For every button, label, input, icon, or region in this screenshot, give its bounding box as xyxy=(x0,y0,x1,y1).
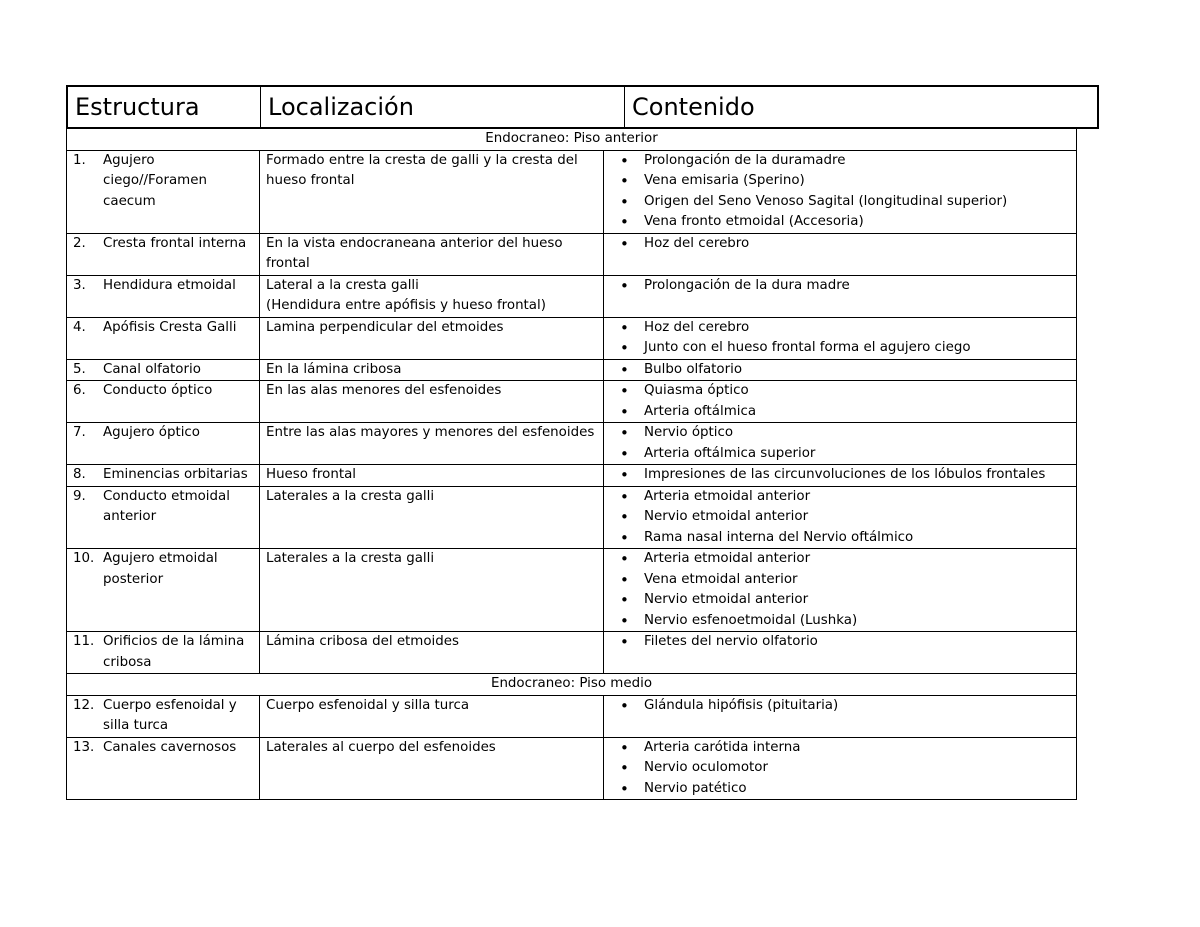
list-item: • Vena etmoidal anterior xyxy=(620,570,1072,591)
header-contenido: Contenido xyxy=(632,93,755,121)
table-row xyxy=(67,359,1077,381)
row-number: 1. xyxy=(73,152,86,168)
row-number: 7. xyxy=(73,425,86,440)
table-row xyxy=(67,423,1077,465)
contenido-cell xyxy=(604,275,1077,317)
contenido-cell xyxy=(604,423,1077,465)
contenido-list xyxy=(610,487,1072,549)
table-row xyxy=(67,632,1077,674)
list-item: • Arteria oftálmica superior xyxy=(620,444,1072,465)
list-item: • Vena fronto etmoidal (Accesoria) xyxy=(620,212,1072,233)
contenido-list xyxy=(610,465,1072,486)
contenido-cell xyxy=(604,695,1077,737)
localizacion-cell: En las alas menores del esfenoides xyxy=(260,381,604,423)
localizacion-cell: En la vista endocraneana anterior del hueso frontal xyxy=(260,233,604,275)
estructura-cell xyxy=(67,359,260,381)
estructura-text: Agujero ciego//Foramen caecum xyxy=(103,152,207,209)
contenido-cell xyxy=(604,632,1077,674)
row-number: 4. xyxy=(73,319,86,335)
estructura-text: Orificios de la lámina cribosa xyxy=(103,634,245,670)
estructura-text: Eminencias orbitarias xyxy=(103,467,248,482)
list-item: • Nervio oculomotor xyxy=(620,758,1072,779)
estructura-text: Hendidura etmoidal xyxy=(103,277,236,293)
section-title: Endocraneo: Piso anterior xyxy=(67,129,1077,151)
list-item: • Glándula hipófisis (pituitaria) xyxy=(620,696,1072,717)
table-row xyxy=(67,737,1077,800)
estructura-cell xyxy=(67,695,260,737)
section-title: Endocraneo: Piso medio xyxy=(67,674,1077,696)
estructura-text: Agujero etmoidal posterior xyxy=(103,551,218,587)
localizacion-cell: Lamina perpendicular del etmoides xyxy=(260,317,604,359)
row-number: 11. xyxy=(73,634,95,649)
localizacion-cell: Hueso frontal xyxy=(260,465,604,487)
list-item: • Nervio esfenoetmoidal (Lushka) xyxy=(620,611,1072,632)
table-row xyxy=(67,381,1077,423)
table-row xyxy=(67,695,1077,737)
row-number: 2. xyxy=(73,235,86,251)
table-header xyxy=(66,85,1099,129)
contenido-list xyxy=(610,318,1072,359)
localizacion-cell: Laterales a la cresta galli xyxy=(260,549,604,632)
table-row xyxy=(67,486,1077,549)
table-body xyxy=(67,129,1077,800)
section-header-row xyxy=(67,129,1077,151)
localizacion-cell: Lateral a la cresta galli (Hendidura entre apófisis y hueso frontal) xyxy=(260,275,604,317)
table-row xyxy=(67,465,1077,487)
contenido-cell xyxy=(604,737,1077,800)
estructura-cell xyxy=(67,632,260,674)
estructura-text: Canales cavernosos xyxy=(103,739,237,755)
list-item: • Arteria carótida interna xyxy=(620,738,1072,759)
list-item: • Arteria etmoidal anterior xyxy=(620,487,1072,508)
contenido-list xyxy=(610,360,1072,381)
section-header-row xyxy=(67,674,1077,696)
list-item: • Filetes del nervio olfatorio xyxy=(620,632,1072,653)
estructura-cell xyxy=(67,737,260,800)
estructura-text: Conducto etmoidal anterior xyxy=(103,488,230,524)
localizacion-cell: En la lámina cribosa xyxy=(260,359,604,381)
row-number: 9. xyxy=(73,488,86,504)
contenido-list xyxy=(610,738,1072,800)
localizacion-cell: Laterales al cuerpo del esfenoides xyxy=(260,737,604,800)
estructura-cell xyxy=(67,423,260,465)
estructura-text: Apófisis Cresta Galli xyxy=(103,319,237,335)
contenido-list xyxy=(610,151,1072,233)
list-item: • Origen del Seno Venoso Sagital (longitudinal superior) xyxy=(620,192,1072,213)
estructura-text: Canal olfatorio xyxy=(103,361,201,377)
row-number: 13. xyxy=(73,739,95,755)
contenido-list xyxy=(610,234,1072,255)
contenido-list xyxy=(610,276,1072,297)
contenido-list xyxy=(610,549,1072,631)
list-item: • Arteria oftálmica xyxy=(620,402,1072,423)
estructura-cell xyxy=(67,150,260,233)
estructura-text: Agujero óptico xyxy=(103,425,200,440)
contenido-list xyxy=(610,381,1072,422)
header-estructura: Estructura xyxy=(68,87,261,127)
estructura-cell xyxy=(67,465,260,487)
table-row xyxy=(67,233,1077,275)
contenido-cell xyxy=(604,486,1077,549)
estructura-cell xyxy=(67,317,260,359)
contenido-cell xyxy=(604,549,1077,632)
estructura-cell xyxy=(67,233,260,275)
list-item: • Nervio patético xyxy=(620,779,1072,800)
contenido-cell xyxy=(604,150,1077,233)
list-item: • Vena emisaria (Sperino) xyxy=(620,171,1072,192)
table-row xyxy=(67,275,1077,317)
contenido-cell xyxy=(604,359,1077,381)
anatomy-table xyxy=(66,128,1077,800)
list-item: • Nervio etmoidal anterior xyxy=(620,507,1072,528)
list-item: • Junto con el hueso frontal forma el agujero ciego xyxy=(620,338,1072,359)
list-item: • Bulbo olfatorio xyxy=(620,360,1072,381)
list-item: • Quiasma óptico xyxy=(620,381,1072,402)
row-number: 3. xyxy=(73,277,86,293)
localizacion-cell: Cuerpo esfenoidal y silla turca xyxy=(260,695,604,737)
contenido-list xyxy=(610,632,1072,653)
row-number: 10. xyxy=(73,551,95,566)
estructura-cell xyxy=(67,549,260,632)
list-item: • Nervio óptico xyxy=(620,423,1072,444)
list-item: • Prolongación de la dura madre xyxy=(620,276,1072,297)
list-item: • Prolongación de la duramadre xyxy=(620,151,1072,172)
localizacion-cell: Formado entre la cresta de galli y la cresta del hueso frontal xyxy=(260,150,604,233)
table-row xyxy=(67,549,1077,632)
contenido-cell xyxy=(604,381,1077,423)
table-row xyxy=(67,317,1077,359)
list-item: • Hoz del cerebro xyxy=(620,234,1072,255)
estructura-text: Cresta frontal interna xyxy=(103,235,247,251)
list-item: • Nervio etmoidal anterior xyxy=(620,590,1072,611)
estructura-cell xyxy=(67,381,260,423)
contenido-list xyxy=(610,423,1072,464)
row-number: 6. xyxy=(73,383,86,398)
list-item: • Impresiones de las circunvoluciones de los lóbulos frontales xyxy=(620,465,1072,486)
list-item: • Arteria etmoidal anterior xyxy=(620,549,1072,570)
row-number: 12. xyxy=(73,697,95,713)
estructura-text: Conducto óptico xyxy=(103,383,213,398)
row-number: 8. xyxy=(73,467,86,482)
list-item: • Rama nasal interna del Nervio oftálmico xyxy=(620,528,1072,549)
contenido-list xyxy=(610,696,1072,717)
contenido-cell xyxy=(604,233,1077,275)
localizacion-cell: Entre las alas mayores y menores del esfenoides xyxy=(260,423,604,465)
estructura-cell xyxy=(67,486,260,549)
localizacion-cell: Lámina cribosa del etmoides xyxy=(260,632,604,674)
estructura-cell xyxy=(67,275,260,317)
row-number: 5. xyxy=(73,361,86,377)
contenido-cell xyxy=(604,465,1077,487)
table-row xyxy=(67,150,1077,233)
contenido-cell xyxy=(604,317,1077,359)
localizacion-cell: Laterales a la cresta galli xyxy=(260,486,604,549)
list-item: • Hoz del cerebro xyxy=(620,318,1072,339)
estructura-text: Cuerpo esfenoidal y silla turca xyxy=(103,697,237,733)
header-localizacion: Localización xyxy=(261,87,625,127)
